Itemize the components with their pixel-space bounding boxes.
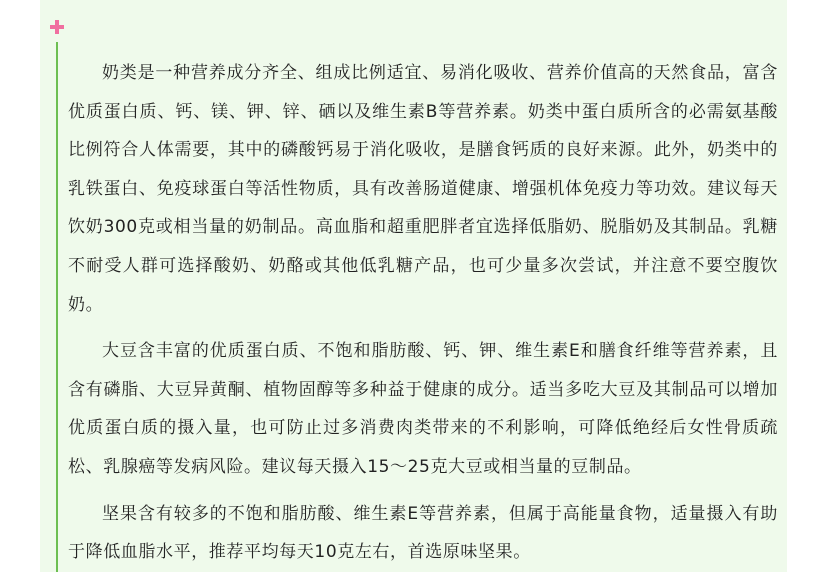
plus-icon: [50, 20, 64, 34]
paragraph-nuts: 坚果含有较多的不饱和脂肪酸、维生素E等营养素，但属于高能量食物，适量摄入有助于降低血脂水平，推荐平均每天10克左右，首选原味坚果。: [68, 503, 778, 563]
paragraph-soybean: 大豆含丰富的优质蛋白质、不饱和脂肪酸、钙、钾、维生素E和膳食纤维等营养素，且含有磷脂、大豆异黄酮、植物固醇等多种益于健康的成分。适当多吃大豆及其制品可以增加优质蛋白质的摄入量，也可防止过多消费肉类带来的不利影响，可降低绝经后女性骨质疏松、乳腺癌等发病风险。建议每天摄入15～25克大豆或相当量的豆制品。: [68, 341, 778, 477]
article-body: [68, 54, 778, 572]
left-accent-rule: [56, 42, 58, 572]
paragraph-dairy: 奶类是一种营养成分齐全、组成比例适宜、易消化吸收、营养价值高的天然食品，富含优质蛋白质、钙、镁、钾、锌、硒以及维生素B等营养素。奶类中蛋白质所含的必需氨基酸比例符合人体需要，其中的磷酸钙易于消化吸收，是膳食钙质的良好来源。此外，奶类中的乳铁蛋白、免疫球蛋白等活性物质，具有改善肠道健康、增强机体免疫力等功效。建议每天饮奶300克或相当量的奶制品。高血脂和超重肥胖者宜选择低脂奶、脱脂奶及其制品。乳糖不耐受人群可选择酸奶、奶酪或其他低乳糖产品，也可少量多次尝试，并注意不要空腹饮奶。: [68, 63, 778, 315]
